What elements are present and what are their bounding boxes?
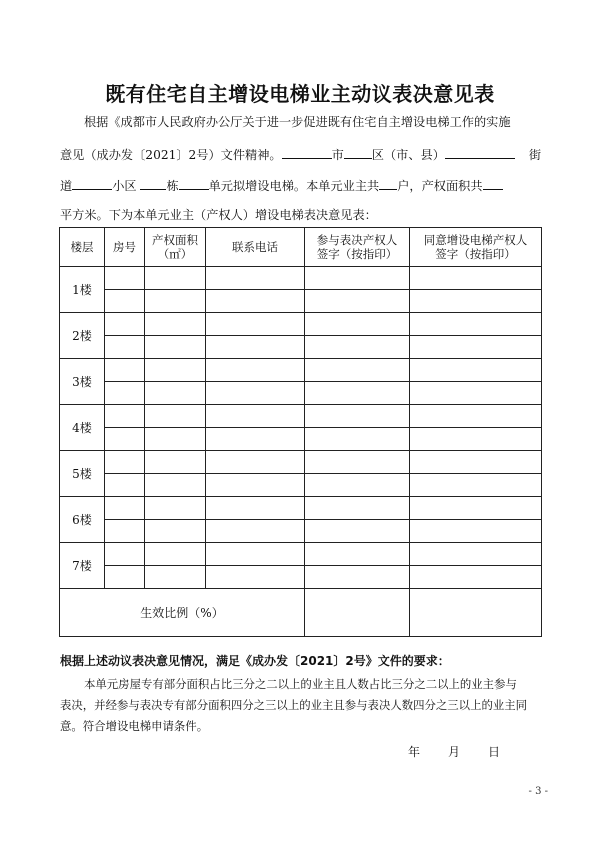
- table-row: [60, 520, 542, 543]
- phone-cell[interactable]: [206, 497, 305, 520]
- vote-sign-cell[interactable]: [305, 543, 410, 566]
- area-cell[interactable]: [145, 520, 206, 543]
- header-vote-line: 签字（按指印）: [316, 247, 398, 261]
- intro-line-1: 根据《成都市人民政府办公厅关于进一步促进既有住宅自主增设电梯工作的实施: [84, 115, 511, 129]
- room-cell[interactable]: [105, 313, 145, 336]
- requirements-heading: 根据上述动议表决意见情况，满足《成办发〔2021〕2号》文件的要求：: [60, 654, 450, 668]
- phone-cell[interactable]: [206, 405, 305, 428]
- header-agree-line: 同意增设电梯产权人: [423, 233, 528, 247]
- agree-sign-cell[interactable]: [410, 566, 542, 589]
- date-year: 年: [408, 745, 421, 759]
- agree-sign-cell[interactable]: [410, 313, 542, 336]
- room-cell[interactable]: [105, 359, 145, 382]
- floor-label: 5楼: [60, 451, 105, 497]
- room-cell[interactable]: [105, 428, 145, 451]
- building-blank[interactable]: [179, 177, 209, 190]
- room-cell[interactable]: [105, 290, 145, 313]
- area-cell[interactable]: [145, 336, 206, 359]
- area-cell[interactable]: [145, 313, 206, 336]
- area-cell[interactable]: [145, 497, 206, 520]
- vote-sign-cell[interactable]: [305, 566, 410, 589]
- vote-sign-cell[interactable]: [305, 290, 410, 313]
- community-blank[interactable]: [140, 177, 166, 190]
- agree-sign-cell[interactable]: [410, 497, 542, 520]
- table-row: [60, 451, 542, 474]
- vote-sign-cell[interactable]: [305, 520, 410, 543]
- table-row: [60, 313, 542, 336]
- phone-cell[interactable]: [206, 451, 305, 474]
- phone-cell[interactable]: [206, 566, 305, 589]
- agree-sign-cell[interactable]: [410, 290, 542, 313]
- date-month: 月: [448, 745, 461, 759]
- vote-table: [59, 227, 542, 637]
- date-day: 日: [488, 745, 501, 759]
- header-room: 房号: [105, 228, 145, 267]
- floor-label: 4楼: [60, 405, 105, 451]
- area-cell[interactable]: [145, 359, 206, 382]
- room-cell[interactable]: [105, 382, 145, 405]
- vote-sign-cell[interactable]: [305, 428, 410, 451]
- agree-sign-cell[interactable]: [410, 359, 542, 382]
- agree-sign-cell[interactable]: [410, 336, 542, 359]
- table-row: [60, 474, 542, 497]
- table-row: [60, 382, 542, 405]
- header-floor: 楼层: [60, 228, 105, 267]
- vote-sign-cell[interactable]: [305, 359, 410, 382]
- header-agree-line: 签字（按指印）: [435, 247, 516, 261]
- intro-text: 街: [528, 148, 542, 162]
- intro-text: 意见（成办发〔2021〕2号）文件精神。: [60, 148, 282, 162]
- area-cell[interactable]: [145, 290, 206, 313]
- room-cell[interactable]: [105, 520, 145, 543]
- agree-sign-cell[interactable]: [410, 474, 542, 497]
- area-cell[interactable]: [145, 543, 206, 566]
- ratio-label: 生效比例（%）: [60, 589, 305, 637]
- table-row: [60, 497, 542, 520]
- requirements-line-2: 表决，并经参与表决专有部分面积四分之三以上的业主且参与表决人数四分之三以上的业主同: [60, 698, 528, 712]
- agree-sign-cell[interactable]: [410, 543, 542, 566]
- phone-cell[interactable]: [206, 382, 305, 405]
- room-cell[interactable]: [105, 566, 145, 589]
- vote-sign-cell[interactable]: [305, 474, 410, 497]
- street-name-blank[interactable]: [72, 177, 112, 190]
- phone-cell[interactable]: [206, 267, 305, 290]
- households-blank[interactable]: [379, 177, 397, 190]
- agree-sign-cell[interactable]: [410, 428, 542, 451]
- room-cell[interactable]: [105, 497, 145, 520]
- vote-sign-cell[interactable]: [305, 382, 410, 405]
- ratio-row: [60, 589, 542, 637]
- floor-label: 2楼: [60, 313, 105, 359]
- phone-cell[interactable]: [206, 428, 305, 451]
- floor-label: 6楼: [60, 497, 105, 543]
- area-cell[interactable]: [145, 267, 206, 290]
- intro-text: 户，产权面积共: [397, 179, 483, 193]
- room-cell[interactable]: [105, 474, 145, 497]
- ratio-agree-cell[interactable]: [410, 589, 542, 637]
- header-area: [145, 228, 206, 267]
- phone-cell[interactable]: [206, 359, 305, 382]
- room-cell[interactable]: [105, 267, 145, 290]
- intro-text: 栋: [166, 179, 179, 193]
- room-cell[interactable]: [105, 451, 145, 474]
- floor-label: 7楼: [60, 543, 105, 589]
- area-cell[interactable]: [145, 566, 206, 589]
- area-blank[interactable]: [483, 177, 503, 190]
- floor-label: 3楼: [60, 359, 105, 405]
- agree-sign-cell[interactable]: [410, 382, 542, 405]
- vote-sign-cell[interactable]: [305, 451, 410, 474]
- area-cell[interactable]: [145, 474, 206, 497]
- table-row: [60, 566, 542, 589]
- city-blank[interactable]: [282, 146, 332, 159]
- vote-sign-cell[interactable]: [305, 336, 410, 359]
- intro-line-2: [60, 146, 550, 163]
- phone-cell[interactable]: [206, 313, 305, 336]
- table-row: [60, 405, 542, 428]
- table-header-row: [60, 228, 542, 267]
- vote-sign-cell[interactable]: [305, 405, 410, 428]
- ratio-vote-cell[interactable]: [305, 589, 410, 637]
- table-row: [60, 359, 542, 382]
- table-row: [60, 290, 542, 313]
- header-area-line: 产权面积: [152, 233, 198, 247]
- phone-cell[interactable]: [206, 290, 305, 313]
- room-cell[interactable]: [105, 405, 145, 428]
- intro-line-4: 平方米。下为本单元业主（产权人）增设电梯表决意见表：: [60, 208, 377, 222]
- header-phone: 联系电话: [206, 228, 305, 267]
- floor-label: 1楼: [60, 267, 105, 313]
- intro-text: 市: [331, 148, 344, 162]
- intro-text: 道: [60, 179, 73, 193]
- area-cell[interactable]: [145, 405, 206, 428]
- area-cell[interactable]: [145, 382, 206, 405]
- table-row: [60, 428, 542, 451]
- agree-sign-cell[interactable]: [410, 451, 542, 474]
- vote-sign-cell[interactable]: [305, 313, 410, 336]
- room-cell[interactable]: [105, 543, 145, 566]
- intro-text: 区（市、县）: [371, 148, 445, 162]
- area-cell[interactable]: [145, 451, 206, 474]
- district-blank[interactable]: [344, 146, 372, 159]
- vote-sign-cell[interactable]: [305, 267, 410, 290]
- agree-sign-cell[interactable]: [410, 405, 542, 428]
- table-row: [60, 267, 542, 290]
- page-title: 既有住宅自主增设电梯业主动议表决意见表: [105, 82, 495, 106]
- phone-cell[interactable]: [206, 543, 305, 566]
- intro-line-3: [60, 177, 550, 194]
- page-number: - 3 -: [528, 786, 548, 797]
- header-vote-line: 参与表决产权人: [316, 233, 398, 247]
- agree-sign-cell[interactable]: [410, 267, 542, 290]
- intro-text: 单元拟增设电梯。本单元业主共: [208, 179, 380, 193]
- table-row: [60, 336, 542, 359]
- street-blank[interactable]: [445, 146, 515, 159]
- room-cell[interactable]: [105, 336, 145, 359]
- header-vote: [305, 228, 410, 267]
- phone-cell[interactable]: [206, 336, 305, 359]
- requirements-line-1: 本单元房屋专有部分面积占比三分之二以上的业主且人数占比三分之二以上的业主参与: [84, 677, 517, 691]
- intro-text: 小区: [112, 179, 137, 193]
- table-row: [60, 543, 542, 566]
- requirements-line-3: 意。符合增设电梯申请条件。: [60, 719, 209, 733]
- agree-sign-cell[interactable]: [410, 520, 542, 543]
- header-agree: [410, 228, 542, 267]
- phone-cell[interactable]: [206, 474, 305, 497]
- area-cell[interactable]: [145, 428, 206, 451]
- header-area-unit: （㎡）: [157, 247, 193, 261]
- phone-cell[interactable]: [206, 520, 305, 543]
- vote-sign-cell[interactable]: [305, 497, 410, 520]
